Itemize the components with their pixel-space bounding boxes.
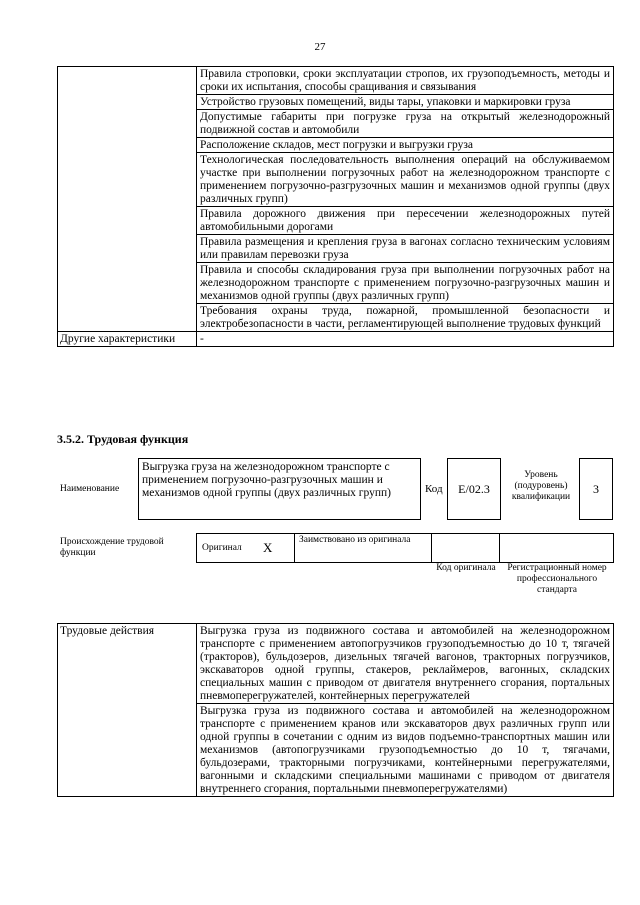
other-characteristics-value: - [197,332,614,347]
function-name-box: Выгрузка груза на железнодорожном транспорте с применением погрузочно-разгрузочных машин и механизмов одной группы (двух различных групп) [138,458,421,520]
table-cell: Допустимые габариты при погрузке груза на открытый железнодорожный подвижной состав и автомобили [197,110,614,138]
table-row [58,624,614,704]
borrowed-label: Заимствовано из оригинала [299,535,411,545]
other-characteristics-label: Другие характеристики [58,332,197,347]
table-cell: Правила и способы складирования груза при выполнении погрузочных работ на железнодорожном транспорте с применением погрузочно-разгрузочных машин и механизмов одной группы (двух различных групп) [197,263,614,304]
name-label: Наименование [60,484,120,494]
labor-actions-label: Трудовые действия [58,624,197,797]
table-cell: Требования охраны труда, пожарной, промышленной безопасности и электробезопасности в части, регламентирующей выполнение трудовых функций [197,304,614,332]
code-original-box [431,533,500,563]
table-cell: Расположение складов, мест погрузки и выгрузки груза [197,138,614,153]
level-label: Уровень (подуровень) квалификации [511,470,571,502]
code-label: Код [425,483,443,495]
table-left-cell [58,67,197,332]
table-row [58,67,614,95]
knowledge-table [57,66,614,347]
table-cell: Правила строповки, сроки эксплуатации стропов, их грузоподъемность, методы и сроки их испытания, способы сращивания и связывания [197,67,614,95]
original-label: Оригинал [202,543,242,553]
origin-label: Происхождение трудовой функции [60,537,164,558]
labor-actions-table [57,623,614,797]
code-value-box: E/02.3 [447,458,501,520]
code-original-caption: Код оригинала [436,563,496,573]
table-cell: Технологическая последовательность выполнения операций на обслуживаемом участке при выполнении погрузочных работ на железнодорожном транспорте с применением погрузочно-разгрузочных машин и механизмов одной группы (двух различных групп) [197,153,614,207]
table-cell: Выгрузка груза из подвижного состава и автомобилей на железнодорожном транспорте с применением автопогрузчиков грузоподъемностью до 10 т, тягачей (тракторов), бульдозеров, дизельных тягачей вагонов, тракторных погрузчиков, экскаваторов одной группы, стакеров, реклаймеров, вагонных, складских специальных машин с приводом от двигателя внутреннего сгорания, портальных пневмоперегружателей, контейнерных перегружателей [197,624,614,704]
section-title: 3.5.2. Трудовая функция [57,432,189,446]
level-value-box: 3 [579,458,613,520]
table-cell: Выгрузка груза из подвижного состава и автомобилей на железнодорожном транспорте с применением кранов или экскаваторов двух различных групп или одной группы в сочетании с одним из видов подъемно-транспортных машин или механизмов (автопогрузчиками грузоподъемностью до 10 т, тягачами, бульдозерами, тракторными погрузчиками, контейнерными перегружателями, вагонными и складскими специальными машинами с приводом от двигателя внутреннего сгорания, портальными пневмоперегружателями) [197,704,614,797]
table-cell: Правила дорожного движения при пересечении железнодорожных путей автомобильными дорогами [197,207,614,235]
reg-number-box [499,533,614,563]
table-cell: Правила размещения и крепления груза в вагонах согласно техническим условиям или правилам перевозки груза [197,235,614,263]
reg-number-caption: Регистрационный номер профессионального стандарта [507,563,607,595]
table-cell: Устройство грузовых помещений, виды тары, упаковки и маркировки груза [197,95,614,110]
page-number: 27 [314,41,326,53]
table-row [58,332,614,347]
original-mark: X [263,540,273,555]
